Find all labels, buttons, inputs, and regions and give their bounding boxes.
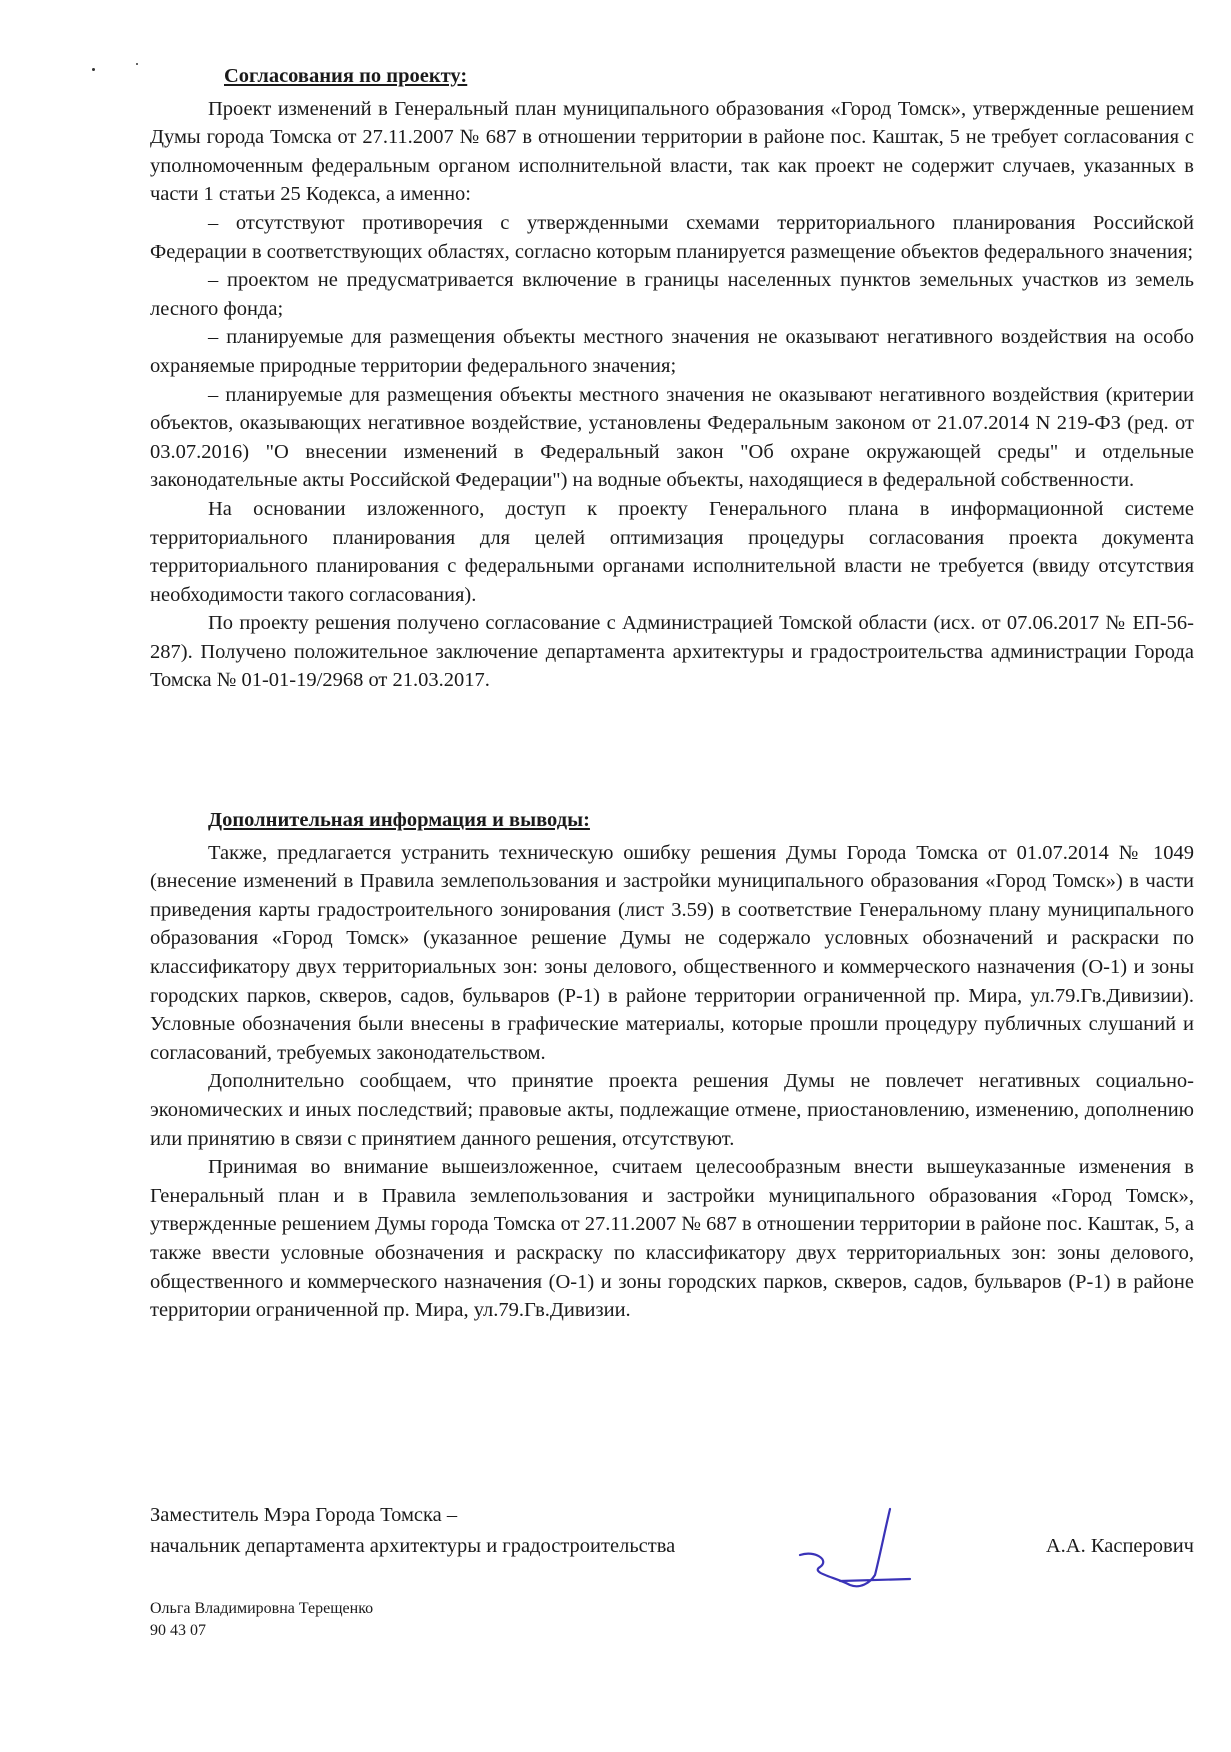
contact-phone: 90 43 07 — [150, 1622, 206, 1639]
scan-speck — [92, 68, 95, 71]
signatory-name: А.А. Касперович — [1045, 1535, 1194, 1557]
paragraph: – планируемые для размещения объекты местного значения не оказывают негативного воздействия (критерии объектов, оказывающих негативное воздействие, установлены Федеральным законом от 21.07.2014 N 219-ФЗ (ред. от 03.07.2016) "О внесении изменений в Федеральный закон "Об охране окружающей среды" и отдельные законодательные акты Российской Федерации") на водные объекты, находящиеся в федеральной собственности. — [150, 383, 1194, 492]
paragraph: – планируемые для размещения объекты местного значения не оказывают негативного воздействия на особо охраняемые природные территории федерального значения; — [150, 326, 1194, 377]
paragraph: Проект изменений в Генеральный план муниципального образования «Город Томск», утвержденные решением Думы города Томска от 27.11.2007 № 687 в отношении территории в районе пос. Каштак, 5 не требует согласования с уполномоченным федеральным органом исполнительной власти, так как проект не содержит случаев, указанных в части 1 статьи 25 Кодекса, а именно: — [150, 97, 1194, 206]
signature-block — [150, 1500, 1194, 1562]
signatory-position: начальник департамента архитектуры и градостроительства — [150, 1535, 676, 1557]
paragraph: На основании изложенного, доступ к проекту Генерального плана в информационной системе территориального планирования для целей оптимизация процедуры согласования проекта документа территориального планирования с федеральными органами исполнительной власти не требуется (ввиду отсутствия необходимости такого согласования). — [150, 497, 1194, 606]
paragraph: – проектом не предусматривается включение в границы населенных пунктов земельных участков из земель лесного фонда; — [150, 269, 1194, 320]
paragraph: Дополнительно сообщаем, что принятие проекта решения Думы не повлечет негативных социально-экономических и иных последствий; правовые акты, подлежащие отмене, приостановлению, изменению, дополнению или принятию в связи с принятием данного решения, отсутствуют. — [150, 1070, 1194, 1150]
handwritten-signature — [790, 1495, 950, 1595]
section-approvals — [150, 62, 1194, 695]
section-additional-info — [150, 806, 1194, 1325]
contact-name: Ольга Владимировна Терещенко — [150, 1600, 374, 1617]
paragraph: По проекту решения получено согласование с Администрацией Томской области (исх. от 07.06.2017 № ЕП-56-287). Получено положительное заключение департамента архитектуры и градостроительства администрации Города Томска № 01-01-19/2968 от 21.03.2017. — [150, 612, 1194, 692]
section-heading: Дополнительная информация и выводы: — [208, 809, 590, 831]
contact-info — [150, 1598, 373, 1642]
paragraph: – отсутствуют противоречия с утвержденными схемами территориального планирования Российской Федерации в соответствующих областях, согласно которым планируется размещение объектов федерального значения; — [150, 211, 1194, 263]
paragraph: Принимая во внимание вышеизложенное, считаем целесообразным внести вышеуказанные изменения в Генеральный план и в Правила землепользования и застройки муниципального образования «Город Томск», утвержденные решением Думы города Томска от 27.11.2007 № 687 в отношении территории в районе пос. Каштак, 5, а также ввести условные обозначения и раскраску по классификатору двух территориальных зон: зоны делового, общественного и коммерческого назначения (О-1) и зоны городских парков, скверов, садов, бульваров (Р-1) в районе территории ограниченной пр. Мира, ул.79.Гв.Дивизии. — [150, 1156, 1194, 1322]
paragraph: Также, предлагается устранить техническую ошибку решения Думы Города Томска от 01.07.2014 № 1049 (внесение изменений в Правила землепользования и застройки муниципального образования «Город Томск») в части приведения карты градостроительного зонирования (лист 3.59) в соответствие Генеральному плану муниципального образования «Город Томск» (указанное решение Думы не содержало условных обозначений и раскраски по классификатору двух территориальных зон: зоны делового, общественного и коммерческого назначения (О-1) и зоны городских парков, скверов, садов, бульваров (Р-1) в районе территории ограниченной пр. Мира, ул.79.Гв.Дивизии). Условные обозначения были внесены в графические материалы, которые прошли процедуру публичных слушаний и согласований, требуемых законодательством. — [150, 841, 1194, 1064]
signatory-position: Заместитель Мэра Города Томска – — [150, 1504, 458, 1526]
section-heading: Согласования по проекту: — [224, 65, 468, 87]
scan-speck — [136, 63, 138, 65]
